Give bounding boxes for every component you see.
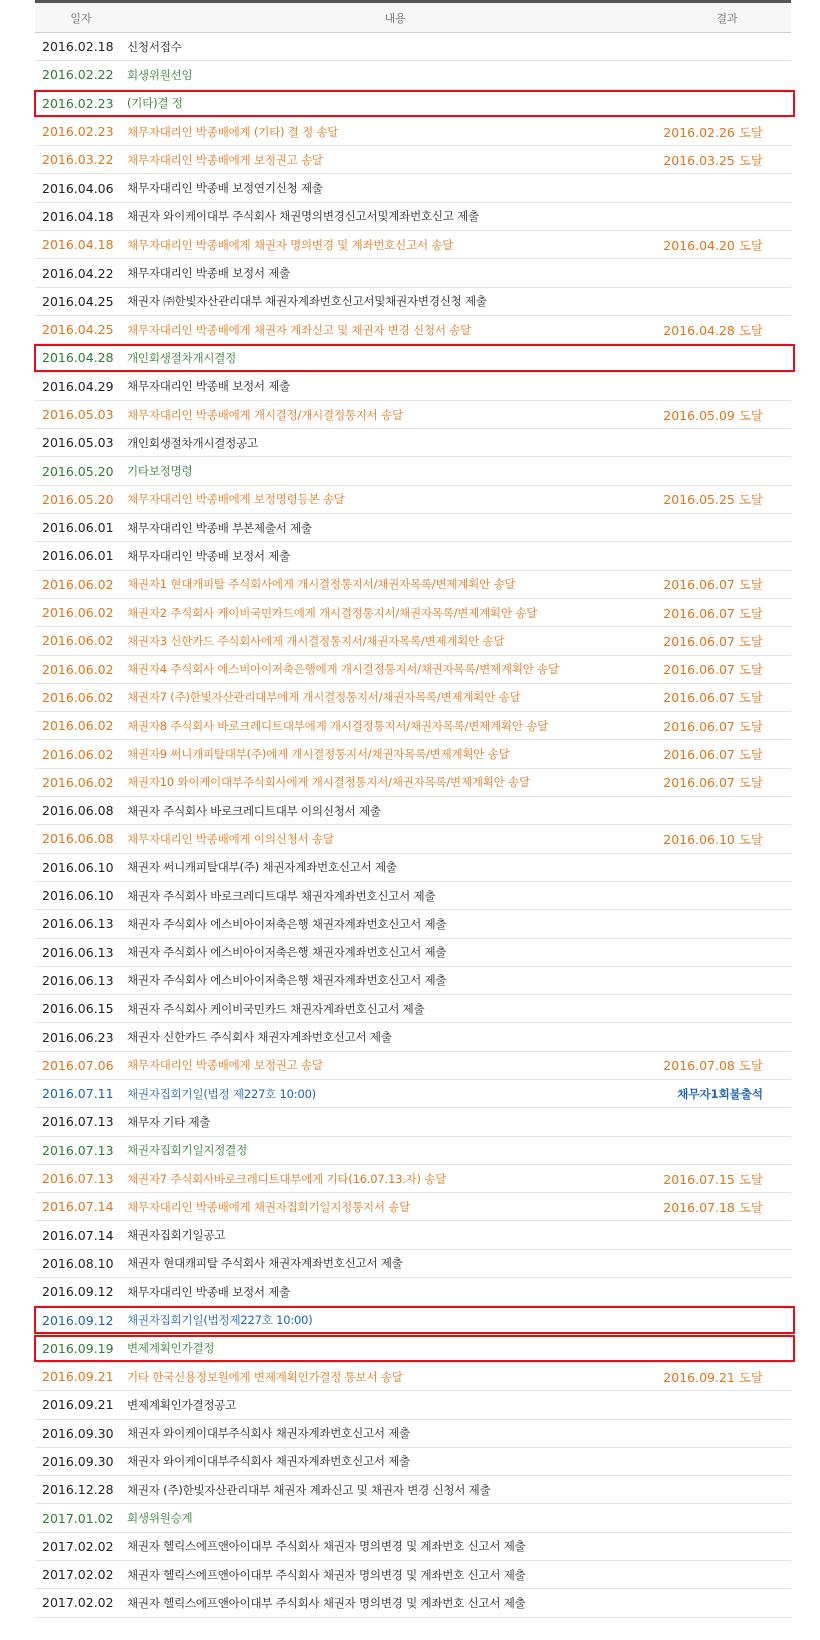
table-row <box>35 967 791 995</box>
row-result: 2016.06.07 도달 <box>663 718 763 734</box>
table-row <box>35 854 791 882</box>
row-content: 회생위원선임 <box>127 67 193 82</box>
row-result: 2016.06.07 도달 <box>663 605 763 621</box>
row-content: 개인회생절차개시결정 <box>127 350 237 365</box>
table-row <box>35 514 791 542</box>
row-date: 2016.07.14 <box>42 1227 114 1243</box>
table-row <box>35 1504 791 1532</box>
table-row <box>35 33 791 61</box>
case-progress-table <box>35 0 791 1618</box>
table-row <box>35 1221 791 1249</box>
row-content: 채권자8 주식회사 바로크레디트대부에게 개시결정통지서/채권자목록/변제계획안 송달 <box>127 718 549 733</box>
row-date: 2016.06.01 <box>42 548 114 564</box>
table-row <box>35 769 791 797</box>
row-content: 채권자집회기일(법정제227호 10:00) <box>127 1313 313 1327</box>
row-content: 채무자대리인 박종배에게 보정권고 송달 <box>127 1058 323 1073</box>
table-row <box>35 627 791 655</box>
row-date: 2016.06.08 <box>42 831 114 847</box>
row-content: 채무자대리인 박종배에게 보정권고 송달 <box>127 152 323 167</box>
row-result: 2016.09.21 도달 <box>663 1369 763 1385</box>
row-content: 채무자대리인 박종배 보정연기신청 제출 <box>127 181 323 196</box>
row-date: 2016.04.18 <box>42 237 114 253</box>
row-content: 채권자 와이케이대부주식회사 채권자계좌번호신고서 제출 <box>127 1426 411 1441</box>
row-date: 2016.02.22 <box>42 67 114 83</box>
row-content: 채권자 와이케이대부주식회사 채권자계좌번호신고서 제출 <box>127 1454 411 1469</box>
row-date: 2016.06.02 <box>42 774 114 790</box>
row-date: 2016.04.25 <box>42 322 114 338</box>
row-date: 2016.06.02 <box>42 746 114 762</box>
table-row <box>35 259 791 287</box>
row-date: 2016.06.02 <box>42 633 114 649</box>
table-body <box>35 33 791 1618</box>
highlighted-table-row <box>35 344 791 372</box>
row-date: 2016.02.18 <box>42 39 114 55</box>
highlighted-table-row <box>35 90 791 118</box>
table-row <box>35 1165 791 1193</box>
row-result: 2016.06.07 도달 <box>663 775 763 791</box>
row-content: 채무자대리인 박종배에게 채권자 계좌신고 및 채권자 변경 신청서 송달 <box>127 322 472 337</box>
table-row <box>35 118 791 146</box>
row-content: 채권자 써니캐피탈대부(주) 채권자계좌번호신고서 제출 <box>127 860 397 875</box>
table-row <box>35 1391 791 1419</box>
highlighted-table-row <box>35 1335 791 1363</box>
row-content: 채권자 주식회사 바로크레디트대부 채권자계좌번호신고서 제출 <box>127 888 436 903</box>
row-content: 채권자 (주)한빛자산관리대부 채권자 계좌신고 및 채권자 변경 신청서 제출 <box>127 1482 491 1497</box>
table-row <box>35 571 791 599</box>
table-row <box>35 1278 791 1306</box>
row-content: 신청서접수 <box>127 39 182 54</box>
table-row <box>35 656 791 684</box>
row-date: 2016.07.06 <box>42 1057 114 1073</box>
table-row <box>35 486 791 514</box>
row-content: 채권자1 현대캐피탈 주식회사에게 개시결정통지서/채권자목록/변제계획안 송달 <box>127 577 516 592</box>
row-content: 개인회생절차개시결정공고 <box>127 435 258 450</box>
table-row <box>35 1589 791 1617</box>
table-row <box>35 542 791 570</box>
header-date: 일자 <box>70 11 92 25</box>
table-row <box>35 1137 791 1165</box>
row-content: 변제계획인가결정공고 <box>127 1397 237 1412</box>
row-date: 2016.09.30 <box>42 1425 114 1441</box>
row-content: 채무자대리인 박종배에게 (기타) 결 정 송달 <box>127 124 339 139</box>
table-row <box>35 882 791 910</box>
row-content: 채권자10 와이케이대부주식회사에게 개시결정통지서/채권자목록/변제계획안 송달 <box>127 775 530 790</box>
row-date: 2017.01.02 <box>42 1510 114 1526</box>
row-date: 2016.04.06 <box>42 180 114 196</box>
row-date: 2017.02.02 <box>42 1538 114 1554</box>
row-date: 2016.06.08 <box>42 803 114 819</box>
row-result: 2016.02.26 도달 <box>663 124 763 140</box>
row-date: 2016.06.13 <box>42 944 114 960</box>
row-result: 2016.06.07 도달 <box>663 577 763 593</box>
row-date: 2016.06.13 <box>42 972 114 988</box>
table-row <box>35 429 791 457</box>
row-content: 채권자 현대캐피탈 주식회사 채권자계좌번호신고서 제출 <box>127 1256 403 1271</box>
row-content: 기타 한국신용정보원에게 변제계획인가결정 통보서 송달 <box>127 1369 403 1384</box>
row-result: 2016.07.08 도달 <box>663 1058 763 1074</box>
row-content: 채무자대리인 박종배 부본제출서 제출 <box>127 520 312 535</box>
row-date: 2016.07.13 <box>42 1171 114 1187</box>
row-content: 회생위원승계 <box>127 1511 193 1526</box>
row-content: 채권자 헬릭스에프앤아이대부 주식회사 채권자 명의변경 및 계좌번호 신고서 제출 <box>127 1539 526 1554</box>
row-content: 채무자대리인 박종배 보정서 제출 <box>127 266 291 281</box>
row-result: 2016.06.07 도달 <box>663 633 763 649</box>
row-date: 2016.04.25 <box>42 293 114 309</box>
row-date: 2016.12.28 <box>42 1482 114 1498</box>
row-date: 2016.09.30 <box>42 1453 114 1469</box>
row-date: 2017.02.02 <box>42 1595 114 1611</box>
row-content: 채무자대리인 박종배에게 개시결정/개시결정통지서 송달 <box>127 407 403 422</box>
row-date: 2016.05.03 <box>42 407 114 422</box>
row-date: 2016.09.19 <box>42 1340 114 1356</box>
row-date: 2016.03.22 <box>42 152 114 168</box>
row-content: 채무자대리인 박종배에게 채권자 명의변경 및 계좌번호신고서 송달 <box>127 237 454 252</box>
row-date: 2016.06.10 <box>42 888 114 904</box>
row-content: 채권자 와이케이대부 주식회사 채권명의변경신고서및계좌번호신고 제출 <box>127 209 479 224</box>
row-date: 2016.07.14 <box>42 1199 114 1215</box>
row-content: 채무자 기타 제출 <box>127 1114 211 1129</box>
row-content: 기타보정명령 <box>127 464 193 479</box>
row-content: 변제계획인가결정 <box>127 1341 215 1356</box>
row-result: 2016.04.20 도달 <box>663 237 763 253</box>
row-result: 채무자1회불출석 <box>677 1086 763 1101</box>
row-date: 2016.07.13 <box>42 1142 114 1158</box>
highlighted-table-row <box>35 1306 791 1334</box>
table-row <box>35 712 791 740</box>
row-result: 2016.06.07 도달 <box>663 690 763 706</box>
table-row <box>35 1250 791 1278</box>
row-date: 2016.06.01 <box>42 520 114 536</box>
row-date: 2016.08.10 <box>42 1255 114 1271</box>
table-row <box>35 457 791 485</box>
row-content: 채권자 ㈜한빛자산관리대부 채권자계좌번호신고서및채권자변경신청 제출 <box>127 294 487 309</box>
row-date: 2016.09.12 <box>42 1284 114 1300</box>
table-header <box>35 0 791 33</box>
table-row <box>35 599 791 627</box>
row-content: 채권자9 써니캐피탈대부(주)에게 개시결정통지서/채권자목록/변제계획안 송달 <box>127 747 510 762</box>
row-content: 채무자대리인 박종배 보정서 제출 <box>127 548 291 563</box>
row-result: 2016.06.10 도달 <box>663 831 763 847</box>
row-result: 2016.05.25 도달 <box>663 492 763 508</box>
row-content: 채권자 주식회사 에스비아이저축은행 채권자계좌번호신고서 제출 <box>127 916 447 931</box>
row-content: 채권자2 주식회사 케이비국민카드에게 개시결정통지서/채권자목록/변제계획안 송달 <box>127 605 538 620</box>
row-date: 2016.06.02 <box>42 718 114 734</box>
table-row <box>35 684 791 712</box>
row-date: 2016.05.20 <box>42 463 114 479</box>
table-row <box>35 1193 791 1221</box>
row-date: 2016.02.23 <box>42 95 114 111</box>
table-row <box>35 910 791 938</box>
row-content: (기타)결 정 <box>127 96 183 111</box>
table-row <box>35 174 791 202</box>
row-date: 2016.05.20 <box>42 491 114 507</box>
row-content: 채권자 주식회사 에스비아이저축은행 채권자계좌번호신고서 제출 <box>127 973 447 988</box>
table-row <box>35 1080 791 1108</box>
row-date: 2016.06.10 <box>42 859 114 875</box>
table-row <box>35 1561 791 1589</box>
row-content: 채권자 헬릭스에프앤아이대부 주식회사 채권자 명의변경 및 계좌번호 신고서 제출 <box>127 1567 526 1582</box>
row-result: 2016.07.15 도달 <box>663 1171 763 1187</box>
row-content: 채권자3 신한카드 주식회사에게 개시결정통지서/채권자목록/변제계획안 송달 <box>127 633 505 648</box>
table-row <box>35 373 791 401</box>
row-date: 2016.09.21 <box>42 1369 114 1385</box>
table-row <box>35 203 791 231</box>
table-row <box>35 1052 791 1080</box>
table-row <box>35 740 791 768</box>
row-result: 2016.06.07 도달 <box>663 662 763 678</box>
row-date: 2016.06.02 <box>42 689 114 705</box>
table-row <box>35 825 791 853</box>
row-content: 채권자집회기일(법정 제227호 10:00) <box>127 1086 316 1101</box>
row-content: 채권자집회기일공고 <box>127 1228 226 1243</box>
row-content: 채무자대리인 박종배에게 이의신청서 송달 <box>127 831 334 846</box>
row-date: 2016.07.13 <box>42 1114 114 1130</box>
row-date: 2016.04.18 <box>42 208 114 224</box>
table-row <box>35 995 791 1023</box>
row-date: 2016.06.02 <box>42 605 114 621</box>
table-row <box>35 1533 791 1561</box>
row-content: 채무자대리인 박종배에게 보정명령등본 송달 <box>127 492 345 507</box>
row-result: 2016.06.07 도달 <box>663 747 763 763</box>
row-date: 2017.02.02 <box>42 1567 114 1583</box>
row-content: 채권자 주식회사 바로크레디트대부 이의신청서 제출 <box>127 803 381 818</box>
row-content: 채권자 신한카드 주식회사 채권자계좌번호신고서 제출 <box>127 1030 392 1045</box>
row-content: 채권자4 주식회사 에스비아이저축은행에게 개시결정통지서/채권자목록/변제계획안 송달 <box>127 662 559 677</box>
row-content: 채무자대리인 박종배 보정서 제출 <box>127 379 291 394</box>
row-date: 2016.06.15 <box>42 1001 114 1017</box>
table-row <box>35 146 791 174</box>
table-row <box>35 316 791 344</box>
table-row <box>35 401 791 429</box>
table-row <box>35 231 791 259</box>
table-row <box>35 1420 791 1448</box>
row-result: 2016.04.28 도달 <box>663 322 763 338</box>
table-row <box>35 1023 791 1051</box>
table-row <box>35 1108 791 1136</box>
table-row <box>35 1476 791 1504</box>
row-date: 2016.06.02 <box>42 576 114 592</box>
row-content: 채권자집회기일지정결정 <box>127 1143 247 1158</box>
row-result: 2016.07.18 도달 <box>663 1199 763 1215</box>
row-date: 2016.04.28 <box>42 350 114 366</box>
table-row <box>35 797 791 825</box>
row-result: 2016.05.09 도달 <box>663 407 763 423</box>
row-content: 채무자대리인 박종배에게 채권자집회기일지정통지서 송달 <box>127 1199 411 1214</box>
row-date: 2016.09.12 <box>42 1312 114 1328</box>
row-date: 2016.07.11 <box>42 1086 114 1102</box>
row-content: 채권자7 (주)한빛자산관리대부에게 개시결정통지서/채권자목록/변제계획안 송달 <box>127 690 521 705</box>
table-row <box>35 1363 791 1391</box>
row-content: 채권자 헬릭스에프앤아이대부 주식회사 채권자 명의변경 및 계좌번호 신고서 제출 <box>127 1595 526 1610</box>
row-date: 2016.04.29 <box>42 378 114 394</box>
row-date: 2016.02.23 <box>42 124 114 140</box>
row-result: 2016.03.25 도달 <box>663 152 763 168</box>
row-date: 2016.09.21 <box>42 1397 114 1413</box>
row-content: 채권자 주식회사 케이비국민카드 채권자계좌번호신고서 제출 <box>127 1001 425 1016</box>
table-row <box>35 288 791 316</box>
row-date: 2016.06.23 <box>42 1029 114 1045</box>
row-date: 2016.06.02 <box>42 661 114 677</box>
row-content: 채권자 주식회사 에스비아이저축은행 채권자계좌번호신고서 제출 <box>127 945 447 960</box>
table-row <box>35 939 791 967</box>
row-date: 2016.05.03 <box>42 435 114 451</box>
row-date: 2016.06.13 <box>42 916 114 932</box>
row-content: 채무자대리인 박종배 보정서 제출 <box>127 1284 291 1299</box>
table-row <box>35 61 791 89</box>
table-row <box>35 1448 791 1476</box>
header-result: 결과 <box>716 11 738 25</box>
row-content: 채권자7 주식회사바로크레디트대부에게 기타(16.07.13.자) 송달 <box>127 1171 447 1186</box>
header-content: 내용 <box>384 11 406 25</box>
row-date: 2016.04.22 <box>42 265 114 281</box>
